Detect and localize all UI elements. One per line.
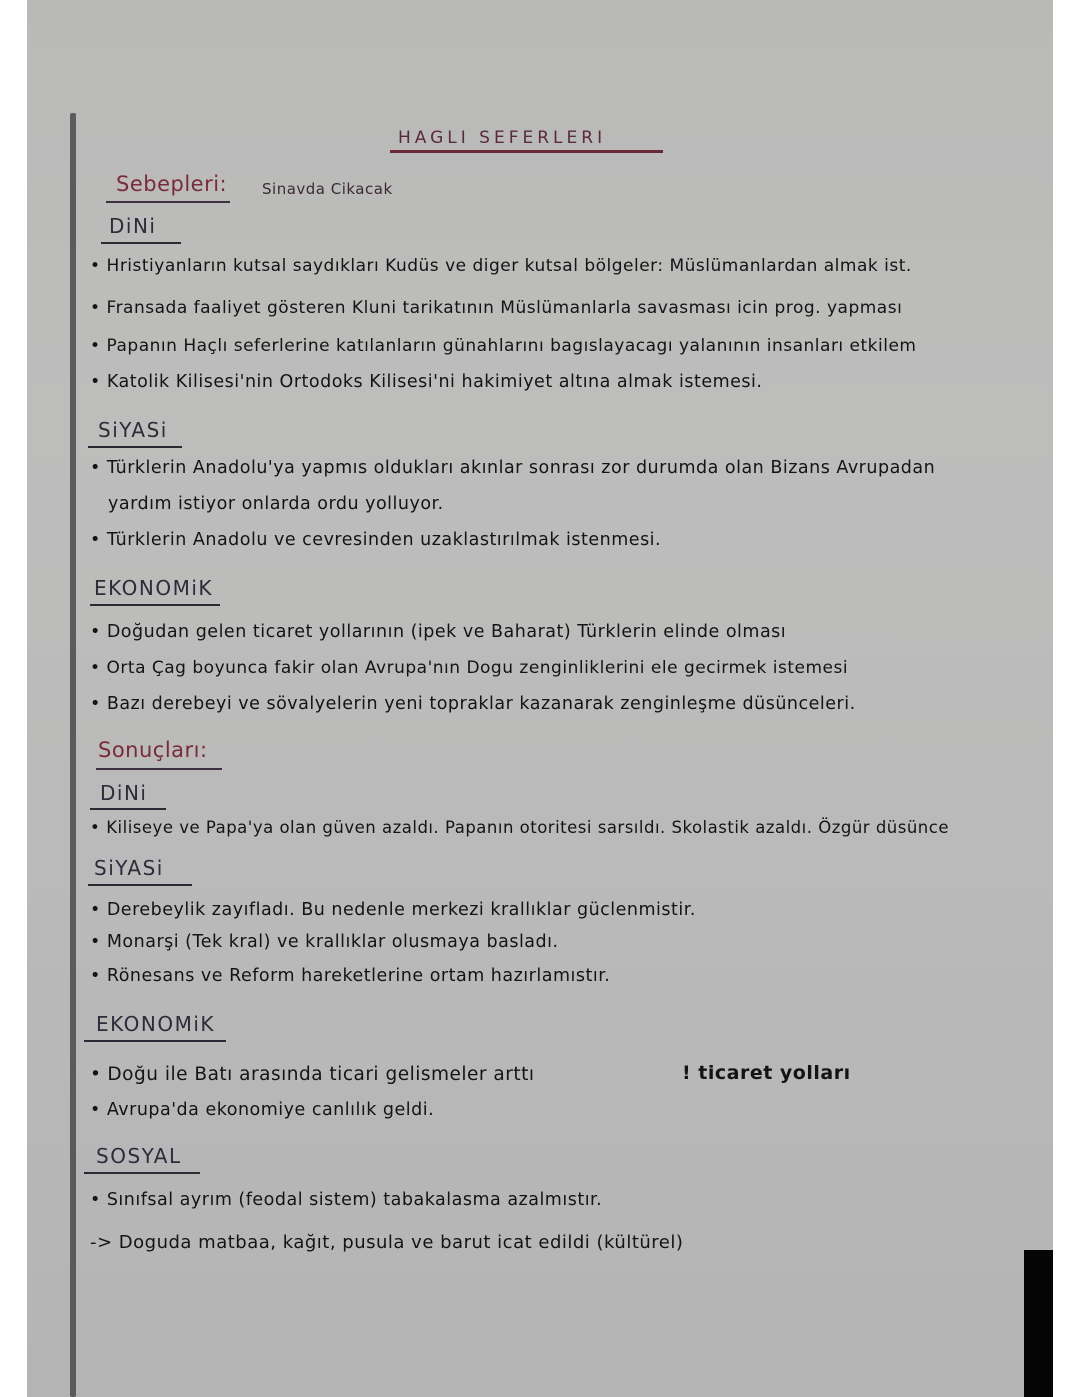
- arrow-note: -> Doguda matbaa, kağıt, pusula ve barut icat edildi (kültürel): [90, 1232, 684, 1253]
- exam-note: Sinavda Cikacak: [262, 180, 393, 198]
- section-underline: [84, 1040, 226, 1042]
- causes-heading-underline: [106, 201, 230, 203]
- results-heading: Sonuçları:: [98, 738, 208, 762]
- causes-political-heading: SiYASi: [98, 418, 168, 442]
- title-underline: [390, 150, 663, 153]
- list-item: • Kiliseye ve Papa'ya olan güven azaldı. Papanın otoritesi sarsıldı. Skolastik azaldı. Özgür düsünce: [90, 818, 949, 837]
- list-item: • Türklerin Anadolu'ya yapmıs oldukları akınlar sonrası zor durumda olan Bizans Avrupadan: [90, 458, 935, 478]
- results-religious-heading: DiNi: [100, 781, 148, 805]
- list-item: • Hristiyanların kutsal saydıkları Kudüs ve diger kutsal bölgeler: Müslümanlardan almak ist.: [90, 256, 912, 276]
- causes-economic-heading: EKONOMiK: [94, 576, 214, 600]
- section-underline: [90, 808, 166, 810]
- list-item: • Avrupa'da ekonomiye canlılık geldi.: [90, 1100, 434, 1120]
- page-title: HAGLI SEFERLERI: [398, 128, 607, 148]
- list-item: • Sınıfsal ayrım (feodal sistem) tabakalasma azalmıstır.: [90, 1190, 602, 1210]
- list-item: • Bazı derebeyi ve sövalyelerin yeni topraklar kazanarak zenginleşme düsünceleri.: [90, 694, 856, 714]
- photo-background-edge: [1024, 1250, 1053, 1397]
- list-item: • Papanın Haçlı seferlerine katılanların günahlarını bagıslayacagı yalanının insanları etkilem: [90, 336, 917, 356]
- section-underline: [88, 884, 192, 886]
- list-item: • Doğudan gelen ticaret yollarının (ipek ve Baharat) Türklerin elinde olması: [90, 622, 786, 642]
- section-underline: [84, 1172, 200, 1174]
- list-item: • Derebeylik zayıfladı. Bu nedenle merkezi krallıklar güclenmistir.: [90, 900, 696, 920]
- results-political-heading: SiYASi: [94, 856, 164, 880]
- list-item: • Fransada faaliyet gösteren Kluni tarikatının Müslümanlarla savasması icin prog. yapması: [90, 298, 902, 318]
- causes-religious-heading: DiNi: [109, 214, 157, 238]
- list-item: • Orta Çag boyunca fakir olan Avrupa'nın Dogu zenginliklerini ele gecirmek istemesi: [90, 658, 848, 678]
- results-economic-heading: EKONOMiK: [96, 1012, 216, 1036]
- list-item-continuation: yardım istiyor onlarda ordu yolluyor.: [108, 494, 444, 514]
- section-underline: [101, 242, 181, 244]
- list-item: • Katolik Kilisesi'nin Ortodoks Kilisesi'ni hakimiyet altına almak istemesi.: [90, 372, 762, 392]
- list-item: • Monarşi (Tek kral) ve krallıklar olusmaya basladı.: [90, 932, 559, 952]
- notebook-margin-line: [70, 113, 76, 1397]
- causes-heading: Sebepleri:: [116, 172, 228, 196]
- list-item: • Rönesans ve Reform hareketlerine ortam hazırlamıstır.: [90, 966, 610, 986]
- results-heading-underline: [96, 768, 222, 770]
- list-item: • Türklerin Anadolu ve cevresinden uzaklastırılmak istenmesi.: [90, 530, 661, 550]
- list-item: • Doğu ile Batı arasında ticari gelismeler arttı: [90, 1064, 535, 1085]
- section-underline: [90, 604, 220, 606]
- section-underline: [88, 446, 182, 448]
- annotation-note: ! ticaret yolları: [682, 1062, 851, 1084]
- results-social-heading: SOSYAL: [96, 1144, 182, 1168]
